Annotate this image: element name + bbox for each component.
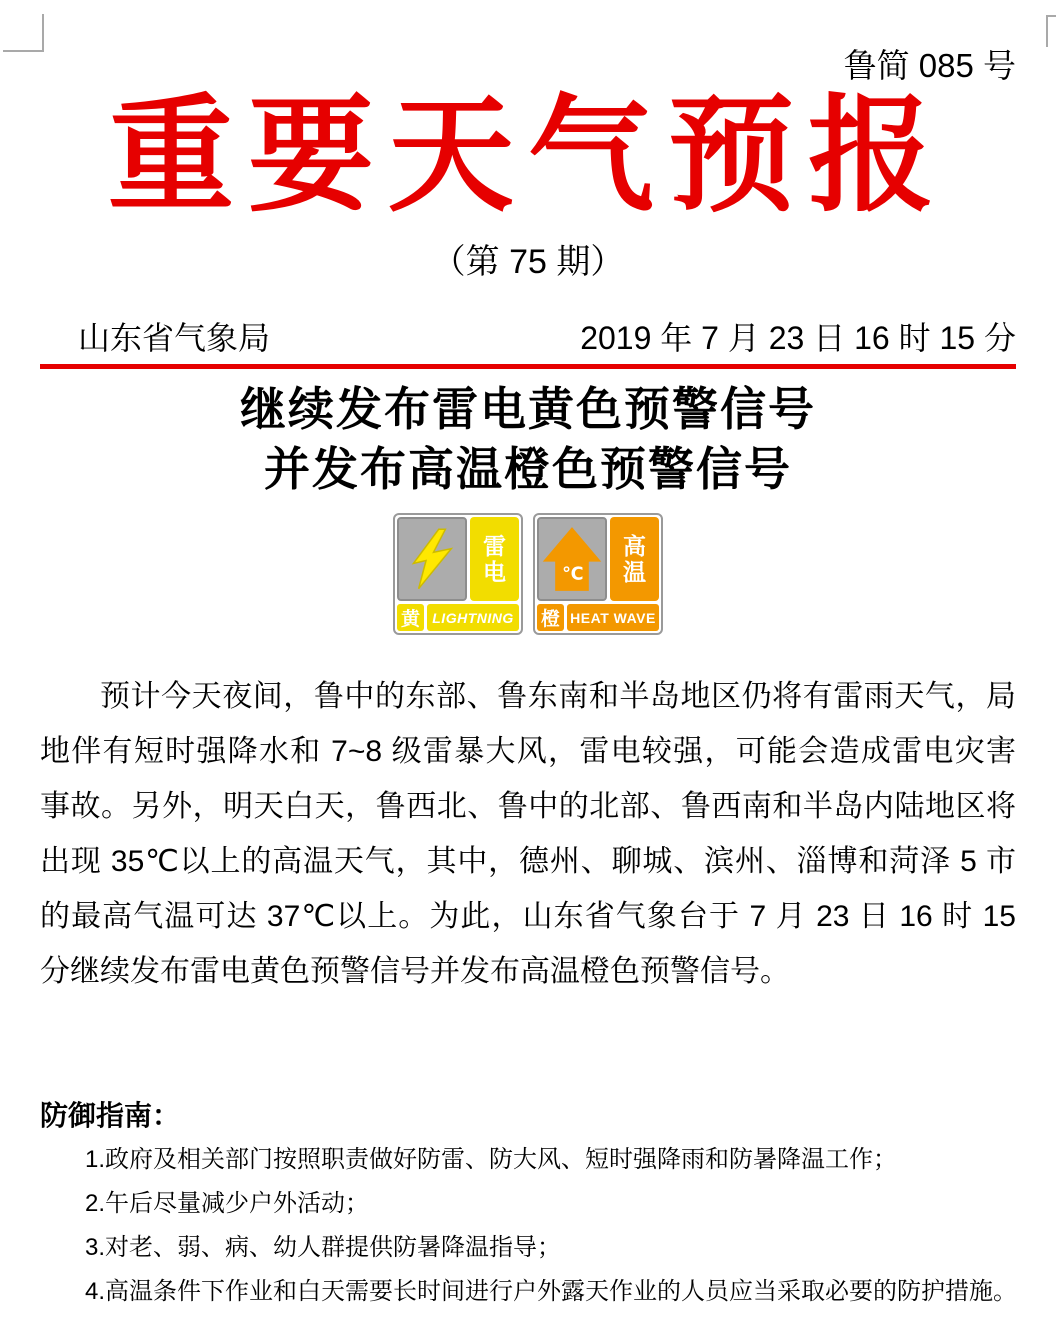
- heatwave-level-badge: 橙: [537, 604, 564, 631]
- guide-item: 4.高温条件下作业和白天需要长时间进行户外露天作业的人员应当采取必要的防护措施。: [85, 1278, 1018, 1305]
- house-thermometer-icon: [537, 517, 607, 601]
- issue-number: （第 75 期）: [431, 243, 625, 281]
- headline: [40, 379, 1016, 499]
- guide-item: 1.政府及相关部门按照职责做好防雷、防大风、短时强降雨和防暑降温工作；: [85, 1146, 898, 1173]
- headline-line-1: 继续发布雷电黄色预警信号: [240, 383, 816, 435]
- lightning-english-label: LIGHTNING: [427, 604, 519, 631]
- heatwave-char-bottom: 温: [623, 559, 646, 585]
- page-title: 重要天气预报: [108, 85, 948, 226]
- headline-line-2: 并发布高温橙色预警信号: [264, 443, 792, 495]
- forecast-line: 预计今天夜间，鲁中的东部、鲁东南和半岛地区仍将有雷雨天气，局: [100, 680, 1016, 713]
- lightning-name-panel: [470, 517, 519, 601]
- heatwave-name-panel: [610, 517, 659, 601]
- info-row: [40, 320, 1016, 356]
- warning-icons-row: [40, 513, 1016, 635]
- forecast-line: 分继续发布雷电黄色预警信号并发布高温橙色预警信号。: [40, 955, 790, 988]
- agency-name: 山东省气象局: [78, 320, 271, 356]
- lightning-char-top: 雷: [483, 533, 506, 559]
- lightning-yellow-warning-sign: [393, 513, 523, 635]
- heatwave-char-top: 高: [623, 533, 646, 559]
- lightning-sign-top: [397, 517, 519, 601]
- lightning-level-badge: 黄: [397, 604, 424, 631]
- lightning-bolt-icon: [397, 517, 467, 601]
- guide-item: 2.午后尽量减少户外活动；: [85, 1190, 370, 1217]
- forecast-line: 事故。另外，明天白天，鲁西北、鲁中的北部、鲁西南和半岛内陆地区将: [40, 790, 1016, 823]
- celsius-symbol: ℃: [562, 563, 584, 584]
- heatwave-sign-top: [537, 517, 659, 601]
- doc-number: 鲁简 085 号: [843, 47, 1016, 84]
- forecast-line: 的最高气温可达 37℃以上。为此，山东省气象台于 7 月 23 日 16 时 15: [40, 900, 1016, 933]
- lightning-char-bottom: 电: [483, 559, 506, 585]
- page-margin-corner-mark-right: [1046, 15, 1056, 47]
- guide-list: [40, 1143, 1016, 1309]
- lightning-sign-bottom: [397, 604, 519, 631]
- heatwave-sign-bottom: [537, 604, 659, 631]
- guide-item: 3.对老、弱、病、幼人群提供防暑降温指导；: [85, 1234, 562, 1261]
- heatwave-orange-warning-sign: [533, 513, 663, 635]
- red-divider-line: [40, 364, 1016, 369]
- page-margin-corner-mark-left: [3, 14, 44, 52]
- heatwave-english-label: HEAT WAVE: [567, 604, 659, 631]
- forecast-line: 地伴有短时强降水和 7~8 级雷暴大风，雷电较强，可能会造成雷电灾害: [40, 735, 1016, 768]
- forecast-line: 出现 35℃以上的高温天气，其中，德州、聊城、滨州、淄博和菏泽 5 市: [40, 845, 1016, 878]
- guide-heading: 防御指南：: [40, 1100, 181, 1131]
- forecast-paragraph: [40, 669, 1016, 999]
- issue-datetime: 2019 年 7 月 23 日 16 时 15 分: [580, 320, 1016, 356]
